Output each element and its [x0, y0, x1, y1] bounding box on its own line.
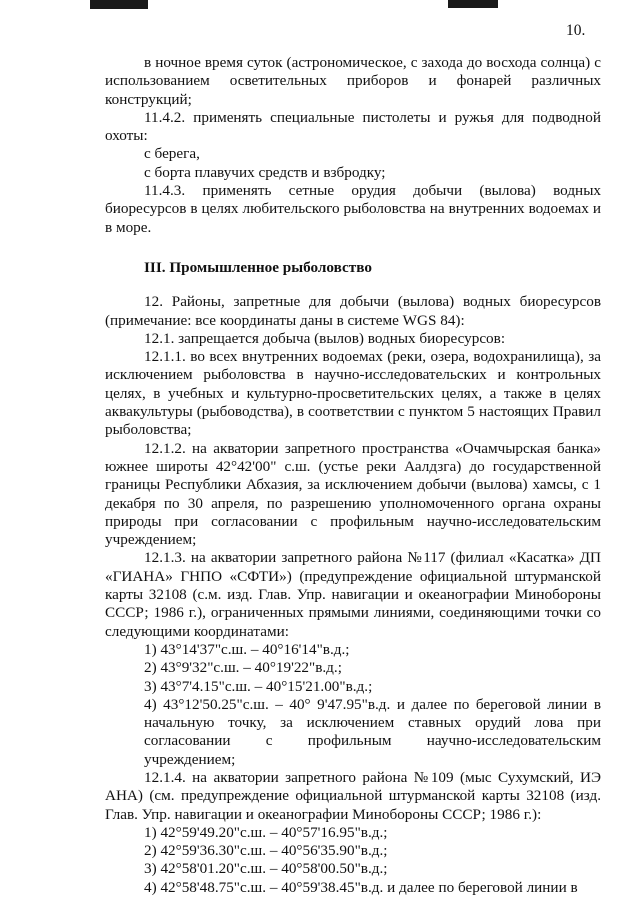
coordinate-list-109 [105, 824, 601, 897]
coordinate-list-117 [105, 641, 601, 769]
coordinate-item: 2) 42°59'36.30"с.ш. – 40°56'35.90"в.д.; [144, 842, 388, 860]
section-heading: III. Промышленное рыболовство [144, 258, 372, 276]
paragraph: с берега, [144, 145, 200, 163]
coordinate-item: 1) 42°59'49.20"с.ш. – 40°57'16.95"в.д.; [144, 823, 388, 841]
paragraph: с борта плавучих средств и взбродку; [144, 163, 386, 181]
paragraph: в ночное время суток (астрономическое, с захода до восхода солнца) с использованием осветительных приборов и фонарей различных конструкций; [105, 54, 601, 108]
clause-12: 12. Районы, запретные для добычи (вылова) водных биоресурсов (примечание: все координаты даны в системе WGS 84): [105, 293, 601, 329]
scan-edge-mark [448, 0, 498, 8]
paragraph: 11.4.3. применять сетные орудия добычи (вылова) водных биоресурсов в целях любительского рыболовства на внутренних водоемах и в море. [105, 182, 601, 236]
clause-12-1-2: 12.1.2. на акватории запретного пространства «Очамчырская банка» южнее широты 42°42'00" с.ш. (устье реки Аалдзга) до государственной границы Республики Абхазия, за исключением добычи (вылова) хамсы, с 1 декабря по 30 апреля, по разрешению уполномоченного органа охраны природы при согласовании с профильным научно-исследовательским учреждением; [105, 439, 601, 549]
paragraph: 11.4.2. применять специальные пистолеты и ружья для подводной охоты: [105, 108, 601, 145]
clause-12-1-4: 12.1.4. на акватории запретного района №109 (мыс Сухумский, ИЭ АНА) (см. предупреждение официальной штурманской карты 32108 (изд. Глав. Упр. навигации и океанографии Минобороны СССР; 1986 г.): [105, 768, 601, 823]
clause-12-1-3: 12.1.3. на акватории запретного района №117 (филиал «Касатка» ДП «ГИАНА» ГНПО «СФТИ») (предупреждение официальной штурманской карты 32108 (с.м. изд. Глав. Упр. навигации и океанографии Минобороны СССР; 1986 г.), ограниченных прямыми линиями, соединяющими точки со следующими координатами: [105, 549, 601, 640]
coordinate-item: 2) 43°9'32"с.ш. – 40°19'22"в.д.; [144, 659, 342, 677]
page-number: 10. [566, 22, 586, 39]
scan-edge-mark [90, 0, 148, 9]
document-body [105, 54, 601, 897]
clause-12-1-1: 12.1.1. во всех внутренних водоемах (реки, озера, водохранилища), за исключением рыболовства в научно-исследовательских и контрольных целях, в учебных и культурно-просветительских целях, а также в целях аквакультуры (рыбоводства), в соответствии с пунктом 5 настоящих Правил рыболовства; [105, 348, 601, 439]
coordinate-item: 3) 43°7'4.15"с.ш. – 40°15'21.00"в.д.; [144, 677, 373, 695]
clause-12-1: 12.1. запрещается добыча (вылов) водных биоресурсов: [144, 329, 506, 347]
coordinate-item: 3) 42°58'01.20"с.ш. – 40°58'00.50"в.д.; [144, 860, 388, 878]
coordinate-item: 4) 43°12'50.25"с.ш. – 40° 9'47.95"в.д. и далее по береговой линии в начальную точку, за исключением ставных орудий лова при согласовании с профильным научно-исследовательским учреждением; [144, 695, 601, 768]
coordinate-item: 4) 42°58'48.75"с.ш. – 40°59'38.45"в.д. и далее по береговой линии в [144, 878, 578, 896]
coordinate-item: 1) 43°14'37"с.ш. – 40°16'14"в.д.; [144, 640, 350, 658]
